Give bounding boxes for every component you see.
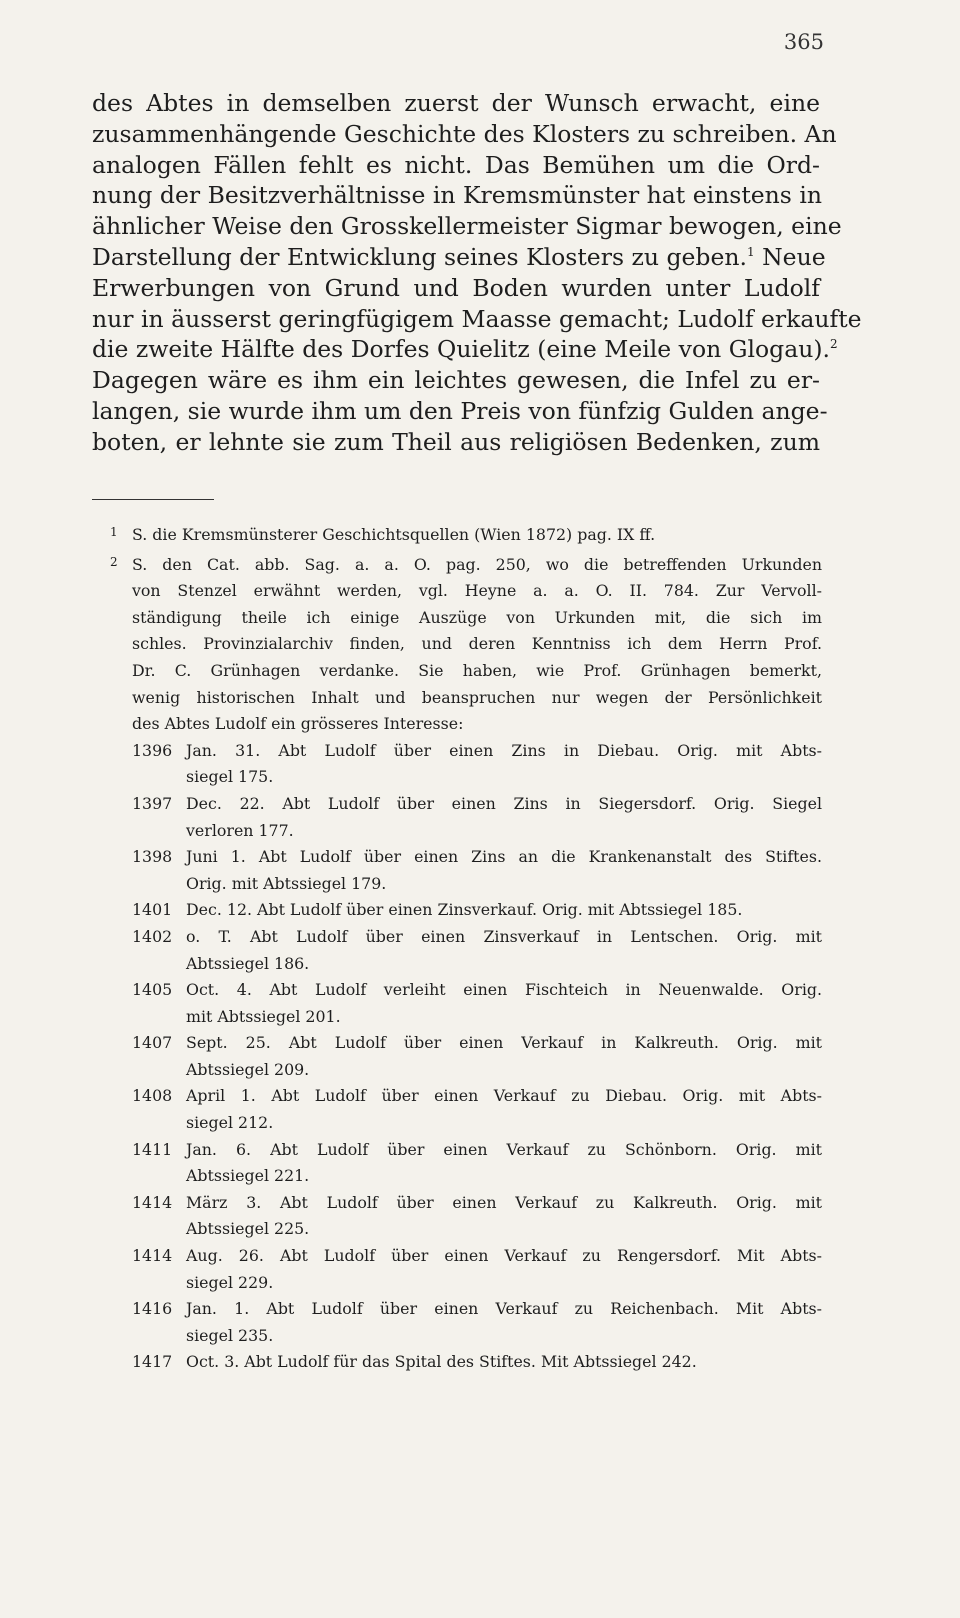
footnote-marker: 2	[110, 554, 118, 569]
document-entry	[132, 897, 822, 924]
footnotes	[110, 519, 822, 1376]
entry-text: Aug. 26. Abt Ludolf über einen Verkauf zu Rengersdorf. Mit Abts-	[186, 1246, 822, 1266]
entry-text: Jan. 6. Abt Ludolf über einen Verkauf zu Schönborn. Orig. mit	[186, 1139, 822, 1159]
entry-text: Jan. 1. Abt Ludolf über einen Verkauf zu Reichenbach. Mit Abts-	[186, 1299, 822, 1319]
entry-continuation: siegel 229.	[186, 1272, 274, 1292]
document-entry	[132, 1243, 822, 1296]
footnote-text: S. die Kremsmünsterer Geschichtsquellen (Wien 1872) pag. IX ff.	[132, 525, 656, 544]
entry-continuation: verloren 177.	[186, 820, 294, 840]
document-entry	[132, 844, 822, 897]
document-entry	[132, 1030, 822, 1083]
entry-text: Sept. 25. Abt Ludolf über einen Verkauf in Kalkreuth. Orig. mit	[186, 1033, 822, 1053]
text-line	[92, 242, 826, 273]
document-entry	[132, 1296, 822, 1349]
text-segment: Darstellung der Entwicklung seines Klosters zu geben.	[92, 242, 747, 271]
text-line: ähnlicher Weise den Grosskellermeister Sigmar bewogen, eine	[92, 212, 842, 241]
text-line: analogen Fällen fehlt es nicht. Das Bemühen um die Ord-	[92, 150, 820, 179]
footnote-text: schles. Provinzialarchiv finden, und deren Kenntniss ich dem Herrn Prof.	[132, 634, 822, 654]
document-entry	[132, 1137, 822, 1190]
entry-year: 1397	[132, 793, 173, 813]
document-entries	[132, 738, 822, 1376]
footnote-ref: 1	[746, 244, 755, 259]
entry-continuation: mit Abtssiegel 201.	[186, 1006, 341, 1026]
entry-line	[132, 1296, 822, 1323]
entry-line	[132, 1349, 822, 1376]
entry-year: 1407	[132, 1033, 173, 1053]
entry-year: 1416	[132, 1299, 173, 1319]
footnote-1	[110, 519, 822, 549]
entry-line	[132, 1137, 822, 1164]
entry-year: 1402	[132, 926, 173, 946]
entry-year: 1405	[132, 980, 173, 1000]
document-entry	[132, 791, 822, 844]
text-line	[92, 334, 838, 365]
footnote-text: von Stenzel erwähnt werden, vgl. Heyne a. a. O. II. 784. Zur Vervoll-	[132, 581, 822, 601]
footnote-text: Dr. C. Grünhagen verdanke. Sie haben, wie Prof. Grünhagen bemerkt,	[132, 660, 822, 680]
document-entry	[132, 1083, 822, 1136]
entry-year: 1401	[132, 900, 173, 920]
text-line: Dagegen wäre es ihm ein leichtes gewesen, die Infel zu er-	[92, 366, 820, 395]
entry-line	[132, 738, 822, 765]
text-segment: die zweite Hälfte des Dorfes Quielitz (eine Meile von Glogau).	[92, 335, 830, 364]
footnote-2	[110, 549, 822, 738]
text-segment: Neue	[754, 242, 826, 271]
entry-continuation: Abtssiegel 186.	[186, 953, 310, 973]
document-entry	[132, 924, 822, 977]
entry-continuation: Abtssiegel 209.	[186, 1059, 310, 1079]
entry-text: Dec. 22. Abt Ludolf über einen Zins in Siegersdorf. Orig. Siegel	[186, 793, 822, 813]
text-line: des Abtes in demselben zuerst der Wunsch erwacht, eine	[92, 89, 820, 117]
document-entry	[132, 1190, 822, 1243]
document-entry	[132, 738, 822, 791]
entry-year: 1411	[132, 1139, 173, 1159]
text-line: langen, sie wurde ihm um den Preis von fünfzig Gulden ange-	[92, 396, 828, 425]
entry-continuation: Abtssiegel 221.	[186, 1166, 310, 1186]
entry-continuation: siegel 235.	[186, 1325, 274, 1345]
footnote-divider	[92, 499, 214, 500]
footnote-marker: 1	[110, 525, 118, 539]
entry-continuation: siegel 175.	[186, 767, 274, 787]
text-line: nur in äusserst geringfügigem Maasse gemacht; Ludolf erkaufte	[92, 304, 862, 333]
entry-line	[132, 1083, 822, 1110]
footnote-text: ständigung theile ich einige Auszüge von Urkunden mit, die sich im	[132, 607, 822, 627]
entry-text: April 1. Abt Ludolf über einen Verkauf zu Diebau. Orig. mit Abts-	[186, 1086, 822, 1106]
entry-line	[132, 791, 822, 818]
entry-continuation: Abtssiegel 225.	[186, 1219, 310, 1239]
text-line: nung der Besitzverhältnisse in Kremsmünster hat einstens in	[92, 181, 822, 210]
entry-line	[132, 897, 822, 924]
entry-line	[132, 1030, 822, 1057]
footnote-text: wenig historischen Inhalt und beanspruchen nur wegen der Persönlichkeit	[132, 687, 822, 707]
text-line: zusammenhängende Geschichte des Klosters zu schreiben. An	[92, 119, 837, 148]
document-entry	[132, 977, 822, 1030]
entry-text: Jan. 31. Abt Ludolf über einen Zins in Diebau. Orig. mit Abts-	[186, 740, 822, 760]
entry-text: März 3. Abt Ludolf über einen Verkauf zu Kalkreuth. Orig. mit	[186, 1192, 822, 1212]
entry-year: 1414	[132, 1246, 173, 1266]
text-line: boten, er lehnte sie zum Theil aus religiösen Bedenken, zum	[92, 427, 820, 456]
footnote-text: S. den Cat. abb. Sag. a. a. O. pag. 250, wo die betreffenden Urkunden	[132, 554, 822, 574]
entry-line	[132, 1243, 822, 1270]
entry-text: Dec. 12. Abt Ludolf über einen Zinsverkauf. Orig. mit Abtssiegel 185.	[186, 900, 743, 920]
entry-year: 1396	[132, 740, 173, 760]
entry-line	[132, 844, 822, 871]
entry-text: Oct. 4. Abt Ludolf verleiht einen Fischteich in Neuenwalde. Orig.	[186, 980, 822, 1000]
entry-line	[132, 1190, 822, 1217]
entry-line	[132, 977, 822, 1004]
entry-year: 1417	[132, 1352, 173, 1372]
entry-text: Oct. 3. Abt Ludolf für das Spital des Stiftes. Mit Abtssiegel 242.	[186, 1352, 697, 1372]
entry-year: 1398	[132, 847, 173, 867]
entry-text: o. T. Abt Ludolf über einen Zinsverkauf in Lentschen. Orig. mit	[186, 926, 822, 946]
footnote-text: des Abtes Ludolf ein grösseres Interesse:	[132, 714, 464, 734]
entry-text: Juni 1. Abt Ludolf über einen Zins an die Krankenanstalt des Stiftes.	[186, 847, 822, 867]
entry-continuation: siegel 212.	[186, 1113, 274, 1133]
document-entry	[132, 1349, 822, 1376]
entry-continuation: Orig. mit Abtssiegel 179.	[186, 873, 387, 893]
text-line: Erwerbungen von Grund und Boden wurden unter Ludolf	[92, 273, 820, 302]
page-number: 365	[783, 30, 824, 54]
footnote-ref: 2	[829, 337, 838, 352]
entry-year: 1408	[132, 1086, 173, 1106]
entry-line	[132, 924, 822, 951]
entry-year: 1414	[132, 1192, 173, 1212]
main-text	[92, 88, 862, 458]
